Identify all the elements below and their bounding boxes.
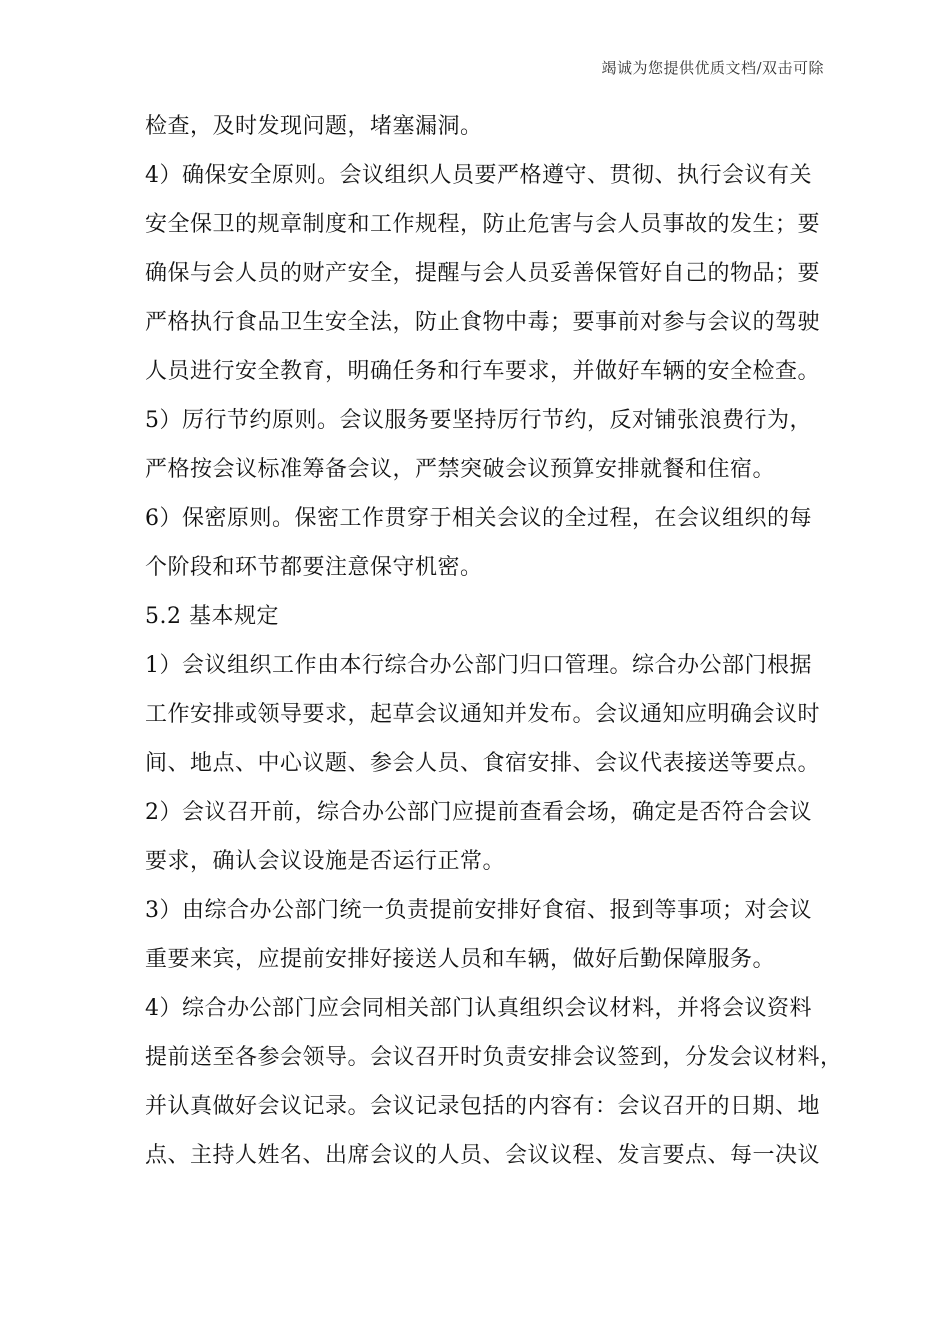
text-line: 5）厉行节约原则。会议服务要坚持厉行节约，反对铺张浪费行为， (145, 408, 812, 433)
text-line: 间、地点、中心议题、参会人员、食宿安排、会议代表接送等要点。 (145, 751, 821, 776)
text-line: 1）会议组织工作由本行综合办公部门归口管理。综合办公部门根据 (145, 653, 812, 678)
page-header-note: 竭诚为您提供优质文档/双击可除 (601, 59, 824, 77)
text-line: 点、主持人姓名、出席会议的人员、会议议程、发言要点、每一决议 (145, 1143, 821, 1168)
text-line: 4）确保安全原则。会议组织人员要严格遵守、贯彻、执行会议有关 (145, 163, 812, 188)
text-line: 2）会议召开前，综合办公部门应提前查看会场，确定是否符合会议 (145, 800, 812, 825)
text-line: 3）由综合办公部门统一负责提前安排好食宿、报到等事项；对会议 (145, 898, 812, 923)
text-line: 安全保卫的规章制度和工作规程，防止危害与会人员事故的发生；要 (145, 212, 821, 237)
text-line: 工作安排或领导要求，起草会议通知并发布。会议通知应明确会议时 (145, 702, 821, 727)
text-line: 6）保密原则。保密工作贯穿于相关会议的全过程，在会议组织的每 (145, 506, 812, 531)
text-line: 重要来宾，应提前安排好接送人员和车辆，做好后勤保障服务。 (145, 947, 776, 972)
text-line: 严格按会议标准筹备会议，严禁突破会议预算安排就餐和住宿。 (145, 457, 776, 482)
text-line: 提前送至各参会领导。会议召开时负责安排会议签到，分发会议材料， (145, 1045, 843, 1070)
section-heading: 5.2 基本规定 (145, 604, 279, 629)
text-line: 检查，及时发现问题，堵塞漏洞。 (145, 114, 483, 139)
text-line: 个阶段和环节都要注意保守机密。 (145, 555, 483, 580)
document-body (145, 102, 843, 1180)
text-line: 并认真做好会议记录。会议记录包括的内容有：会议召开的日期、地 (145, 1094, 821, 1119)
text-line: 严格执行食品卫生安全法，防止食物中毒；要事前对参与会议的驾驶 (145, 310, 821, 335)
text-line: 要求，确认会议设施是否运行正常。 (145, 849, 506, 874)
text-line: 4）综合办公部门应会同相关部门认真组织会议材料，并将会议资料 (145, 996, 812, 1021)
text-line: 确保与会人员的财产安全，提醒与会人员妥善保管好自己的物品；要 (145, 261, 821, 286)
text-line: 人员进行安全教育，明确任务和行车要求，并做好车辆的安全检查。 (145, 359, 821, 384)
